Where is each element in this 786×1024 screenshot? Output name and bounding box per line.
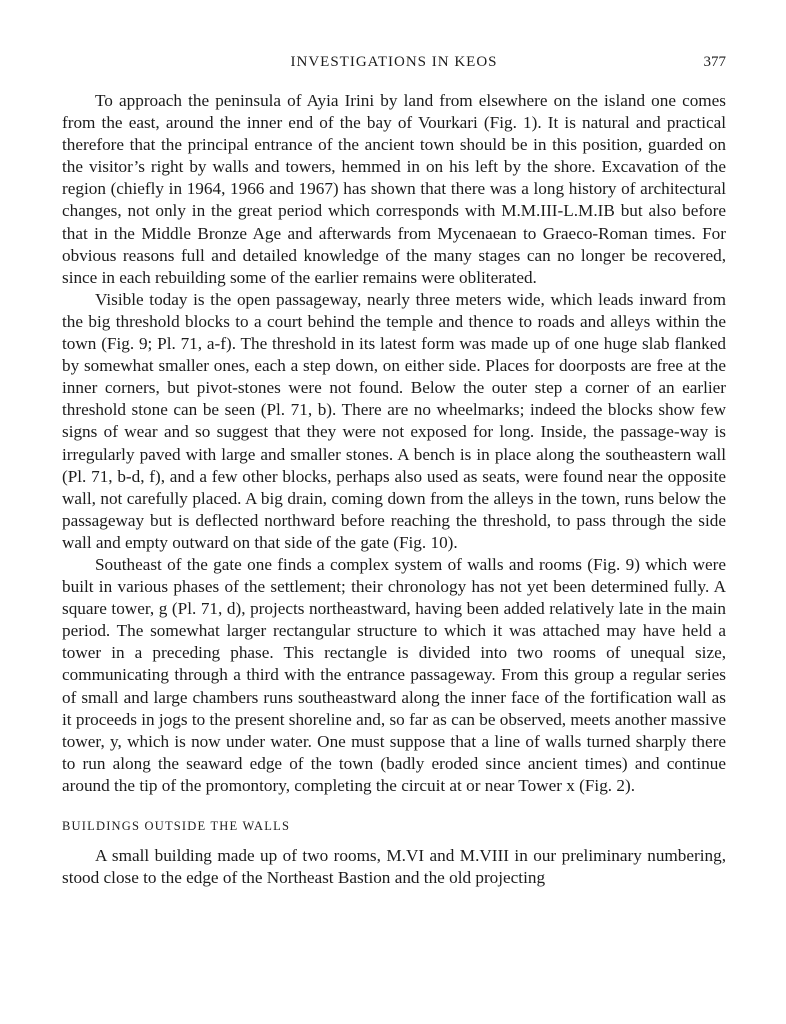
section-heading: BUILDINGS OUTSIDE THE WALLS [62, 819, 291, 833]
running-header [62, 54, 726, 78]
paragraph-small-building: A small building made up of two rooms, M.VI and M.VIII in our preliminary numbering, stood close to the edge of the Northeast Bastion and the old projecting [62, 846, 726, 888]
page-number: 377 [703, 54, 726, 70]
paragraph-passageway: Visible today is the open passageway, nearly three meters wide, which leads inward from the big threshold blocks to a court behind the temple and thence to roads and alleys within the town (Fig. 9; Pl. 71, a-f). The threshold in its latest form was made up of one huge slab flanked by somewhat smaller ones, each a step down, on either side. Places for doorposts are free at the inner corners, but pivot-stones were not found. Below the outer step a corner of an earlier threshold stone can be seen (Pl. 71, b). There are no wheelmarks; indeed the blocks show few signs of wear and so suggest that they were not exposed for long. Inside, the passage-way is irregularly paved with large and smaller stones. A bench is in place along the southeastern wall (Pl. 71, b-d, f), and a few other blocks, perhaps also used as seats, were found near the opposite wall, not carefully placed. A big drain, coming down from the alleys in the town, runs below the passageway but is deflected northward before reaching the threshold, to pass through the side wall and empty outward on that side of the gate (Fig. 10). [62, 289, 726, 552]
body-text [62, 90, 726, 889]
paragraph-approach: To approach the peninsula of Ayia Irini by land from elsewhere on the island one comes from the east, around the inner end of the bay of Vourkari (Fig. 1). It is natural and practical therefore that the principal entrance of the ancient town should be in this position, guarded on the visitor’s right by walls and towers, hemmed in on his left by the shore. Excavation of the region (chiefly in 1964, 1966 and 1967) has shown that there was a long history of architectural changes, not only in the great period which corresponds with M.M.III-L.M.IB but also before that in the Middle Bronze Age and afterwards from Mycenaean to Graeco-Roman times. For obvious reasons full and detailed knowledge of the many stages can no longer be recovered, since in each rebuilding some of the earlier remains were obliterated. [62, 91, 726, 287]
paragraph-southeast-gate: Southeast of the gate one finds a complex system of walls and rooms (Fig. 9) which were built in various phases of the settlement; their chronology has not yet been determined fully. A square tower, g (Pl. 71, d), projects northeastward, having been added relatively late in the main period. The somewhat larger rectangular structure to which it was attached may have held a tower in a preceding phase. This rectangle is divided into two rooms of unequal size, communicating through a third with the entrance passageway. From this group a regular series of small and large chambers runs southeastward along the inner face of the fortification wall as it proceeds in jogs to the present shoreline and, so far as can be observed, meets another massive tower, y, which is now under water. One must suppose that a line of walls turned sharply there to run along the seaward edge of the town (badly eroded since ancient times) and continue around the tip of the promontory, completing the circuit at or near Tower x (Fig. 2). [62, 554, 726, 795]
running-title: INVESTIGATIONS IN KEOS [290, 54, 498, 70]
